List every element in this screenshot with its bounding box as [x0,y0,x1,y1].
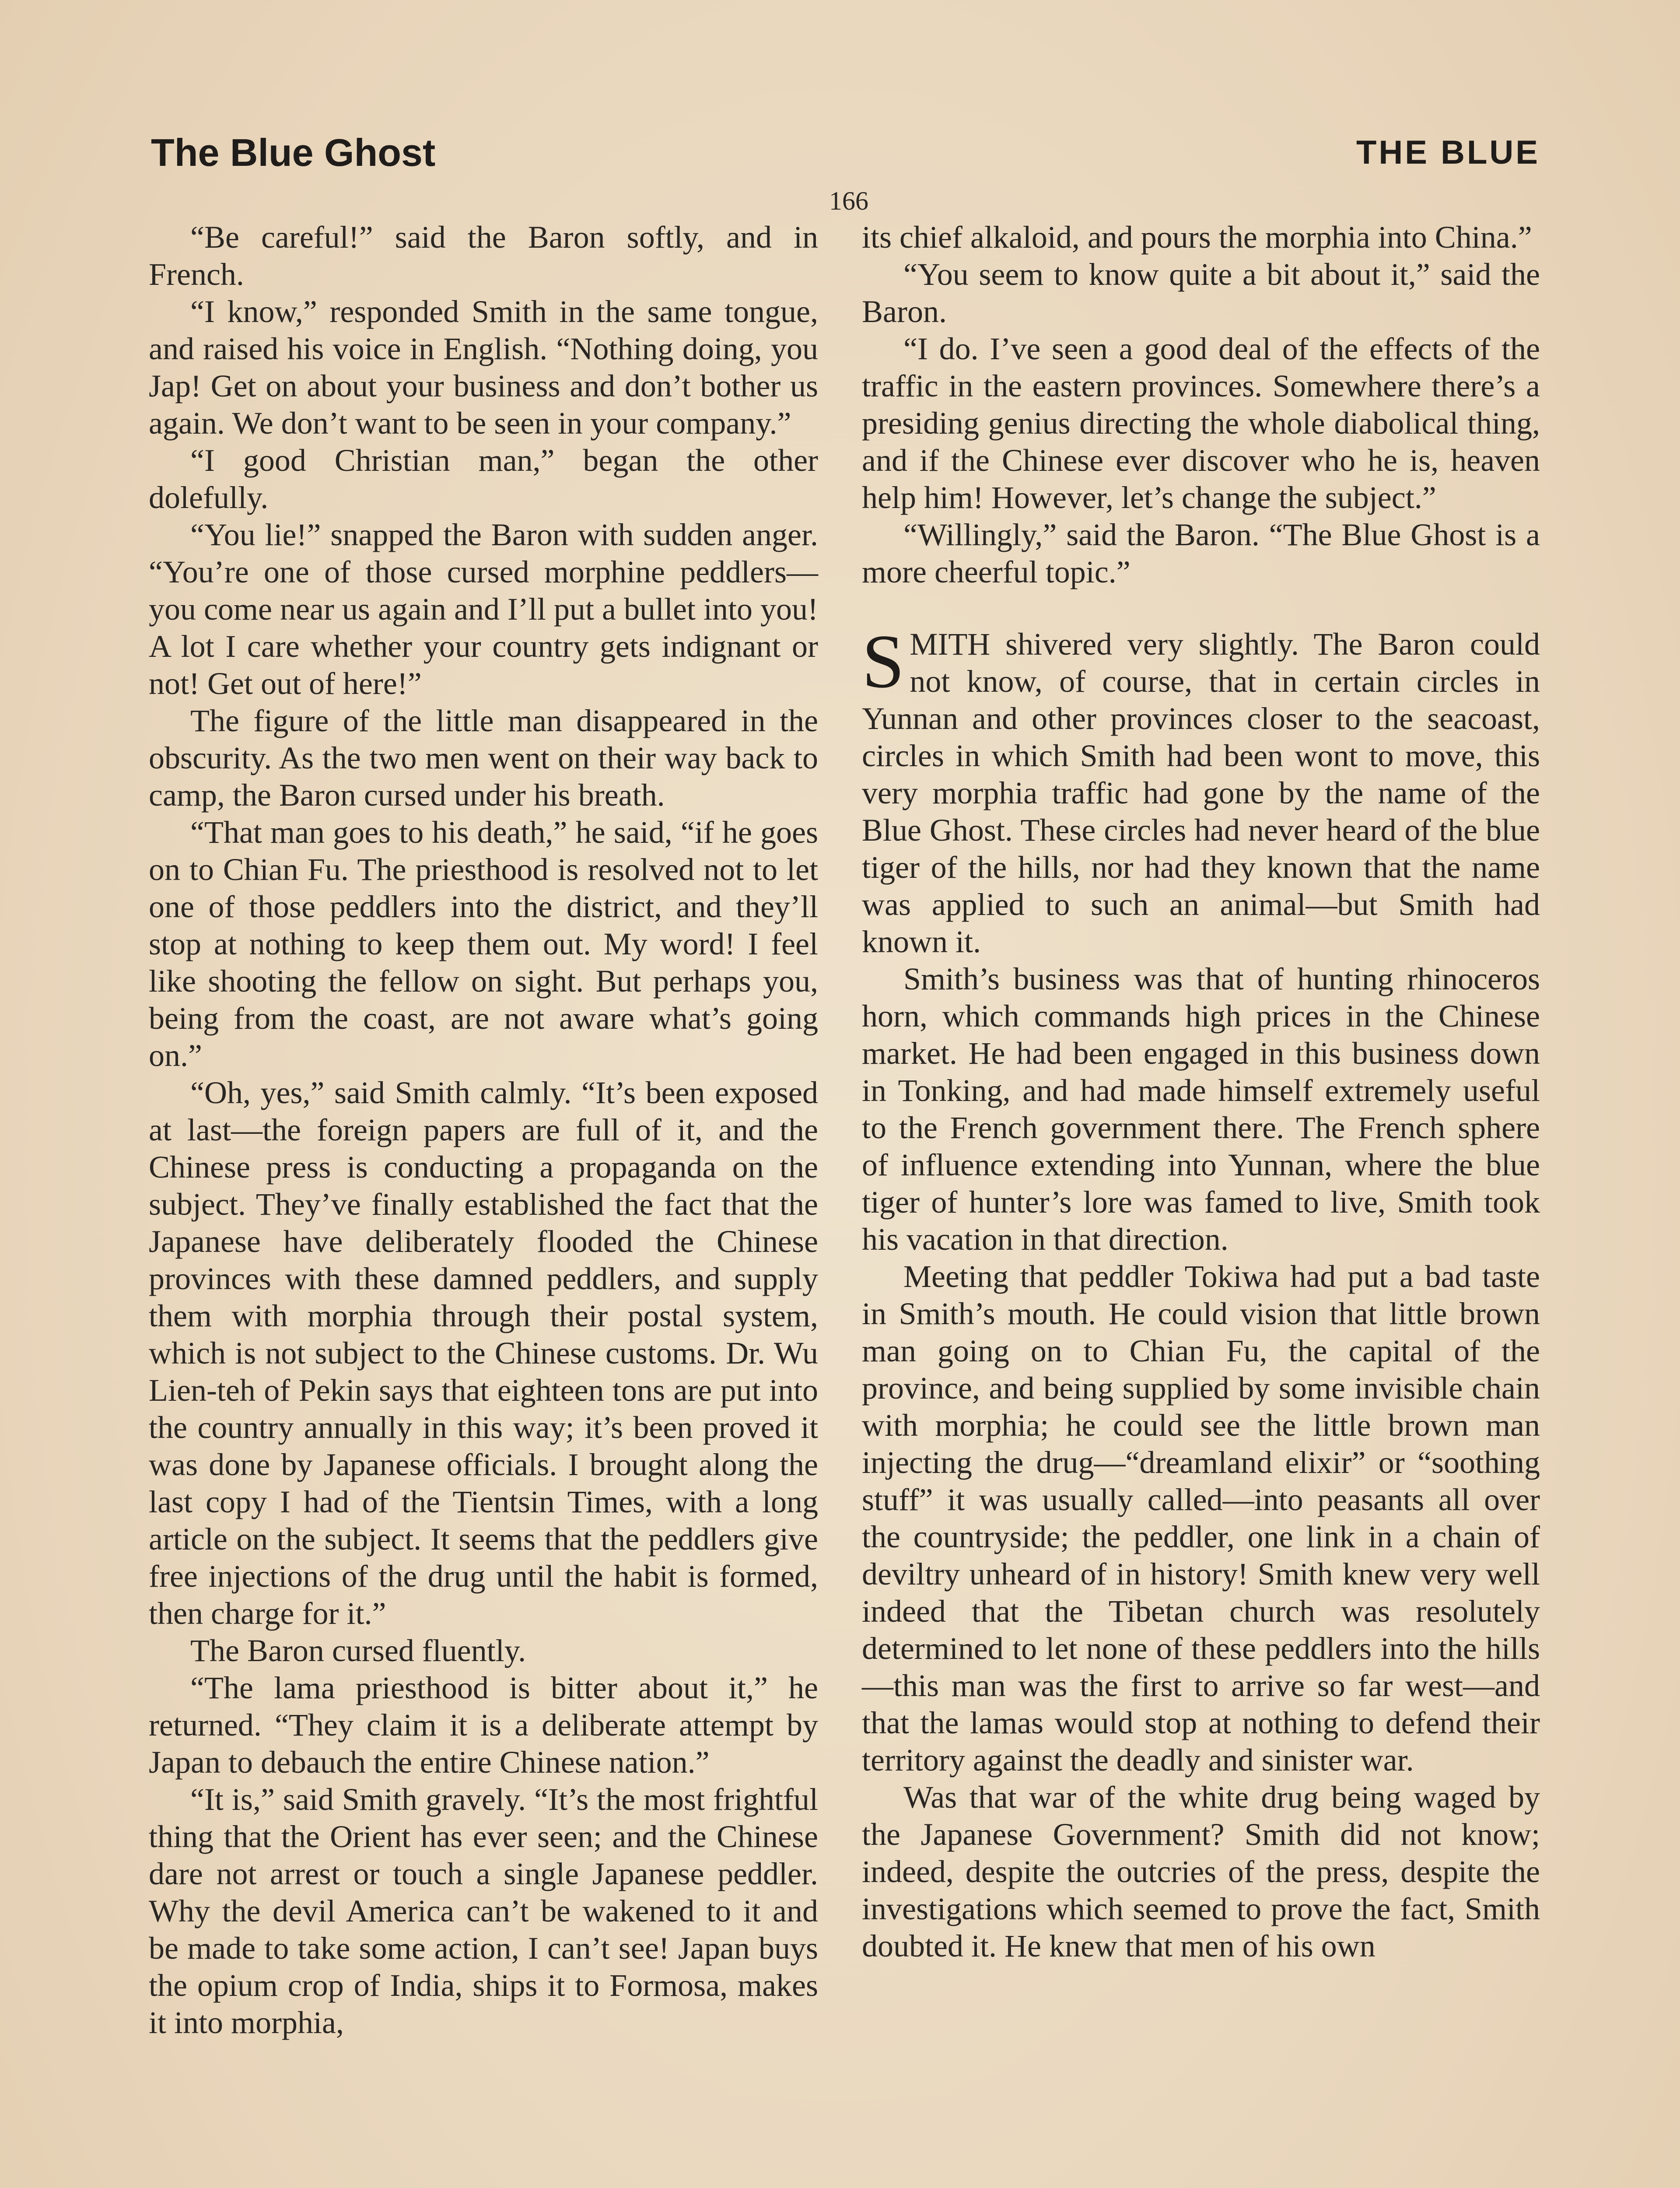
paragraph: “You seem to know quite a bit about it,” said the Baron. [862,257,1540,329]
paragraph: “I know,” responded Smith in the same tongue, and raised his voice in English. “Nothing doing, you Jap! Get on about your business and don’t bother us again. We don’t want to be seen in your company.” [149,294,818,441]
running-title-right: THE BLUE [1356,134,1540,171]
paragraph: The figure of the little man disappeared in the obscurity. As the two men went on their way back to camp, the Baron cursed under his breath. [149,703,818,813]
paragraph: “I do. I’ve seen a good deal of the effects of the traffic in the eastern provinces. Somewhere there’s a presiding genius directing the whole diabolical thing, and if the Chinese ever discover who he is, heaven help him! However, let’s change the subject.” [862,331,1540,515]
paragraph: “You lie!” snapped the Baron with sudden anger. “You’re one of those cursed morphine peddlers—you come near us again and I’ll put a bullet into you! A lot I care whether your country gets indignant or not! Get out of here!” [149,517,818,701]
page-number: 166 [829,186,868,215]
drop-cap-word-rest: MITH [910,627,990,662]
paragraph: Was that war of the white drug being waged by the Japanese Government? Smith did not know; indeed, despite the outcries of the press, despite the investigations which seemed to prove the fact, Smith doubted it. He knew that men of his own [862,1780,1540,1964]
paragraph: “Oh, yes,” said Smith calmly. “It’s been exposed at last—the foreign papers are full of it, and the Chinese press is conducting a propaganda on the subject. They’ve finally established the fact that the Japanese have deliberately flooded the Chinese provinces with these damned peddlers, and supply them with morphia through their postal system, which is not subject to the Chinese customs. Dr. Wu Lien-teh of Pekin says that eighteen tons are put into the country annually in this way; it’s been proved it was done by Japanese officials. I brought along the last copy I had of the Tientsin Times, with a long article on the subject. It seems that the peddlers give free injections of the drug until the habit is formed, then charge for it.” [149,1075,818,1631]
continued-paragraph: its chief alkaloid, and pours the morphia into China.” [862,220,1532,255]
right-column [862,219,1540,1965]
paragraph: “It is,” said Smith gravely. “It’s the most frightful thing that the Orient has ever seen; and the Chinese dare not arrest or touch a single Japanese peddler. Why the devil America can’t be wakened to it and be made to take some action, I can’t see! Japan buys the opium crop of India, ships it to Formosa, makes it into morphia, [149,1782,818,2040]
running-title-left: The Blue Ghost [151,131,436,174]
paragraph: “Willingly,” said the Baron. “The Blue Ghost is a more cheerful topic.” [862,517,1540,589]
left-column [149,219,818,2041]
paragraph: “Be careful!” said the Baron softly, and in French. [149,220,818,292]
drop-cap-paragraph-rest: shivered very slightly. The Baron could not know, of course, that in certain circles in Yunnan and other provinces closer to the seacoast, circles in which Smith had been wont to move, this very morphia traffic had gone by the name of the Blue Ghost. These circles had never heard of the blue tiger of the hills, nor had they known that the name was applied to such an animal—but Smith had known it. [862,627,1540,959]
paragraph: Smith’s business was that of hunting rhinoceros horn, which commands high prices in the Chinese market. He had been engaged in this business down in Tonking, and had made himself extremely useful to the French government there. The French sphere of influence extending into Yunnan, where the blue tiger of hunter’s lore was famed to live, Smith took his vacation in that direction. [862,961,1540,1257]
paragraph: “That man goes to his death,” he said, “if he goes on to Chian Fu. The priesthood is resolved not to let one of those peddlers into the district, and they’ll stop at nothing to keep them out. My word! I feel like shooting the fellow on sight. But perhaps you, being from the coast, are not aware what’s going on.” [149,815,818,1073]
drop-cap: S [862,619,905,704]
section-opening-paragraph [862,619,1540,961]
paragraph: “I good Christian man,” began the other dolefully. [149,443,818,515]
paragraph: The Baron cursed fluently. [190,1633,526,1668]
paragraph: “The lama priesthood is bitter about it,” he returned. “They claim it is a deliberate attempt by Japan to debauch the entire Chinese nation.” [149,1670,818,1780]
paragraph: Meeting that peddler Tokiwa had put a bad taste in Smith’s mouth. He could vision that little brown man going on to Chian Fu, the capital of the province, and being supplied by some invisible chain with morphia; he could see the little brown man injecting the drug—“dreamland elixir” or “soothing stuff” it was usually called—into peasants all over the countryside; the peddler, one link in a chain of deviltry unheard of in history! Smith knew very well indeed that the Tibetan church was resolutely determined to let none of these peddlers into the hills—this man was the first to arrive so far west—and that the lamas would stop at nothing to defend their territory against the deadly and sinister war. [862,1259,1540,1778]
